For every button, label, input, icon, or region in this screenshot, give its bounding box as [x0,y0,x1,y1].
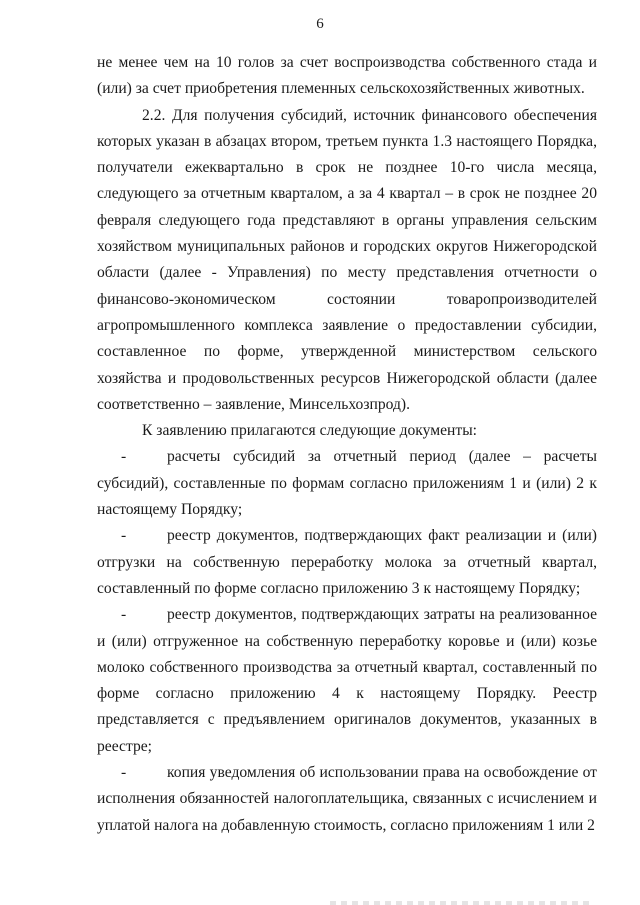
list-item [97,760,597,839]
list-bullet: - [121,606,127,624]
list-item-text: реестр документов, подтверждающих затраты на реализованное и (или) отгруженное на собственную переработку коровье и (или) козье молоко собственного производства за отчетный квартал, составленный по форме согласно приложению 4 к настоящему Порядку. Реестр представляется с предъявлением оригиналов документов, указанных в реестре; [97,606,597,755]
paragraph-section-2-2: 2.2. Для получения субсидий, источник финансового обеспечения которых указан в абзацах втором, третьем пункта 1.3 настоящего Порядка, получатели ежеквартально в срок не позднее 10-го числа месяца, следующего за отчетным кварталом, а за 4 квартал – в срок не позднее 20 февраля следующего года представляют в органы управления сельским хозяйством муниципальных районов и городских округов Нижегородской области (далее - Управления) по месту представления отчетности о финансово-экономическом состоянии товаропроизводителей агропромышленного комплекса заявление о предоставлении субсидии, составленное по форме, утвержденной министерством сельского хозяйства и продовольственных ресурсов Нижегородской области (далее соответственно – заявление, Минсельхозпрод). [97,106,597,413]
list-item-text: реестр документов, подтверждающих факт реализации и (или) отгрузки на собственную переработку молока за отчетный квартал, составленный по форме согласно приложению 3 к настоящему Порядку; [97,527,597,597]
scan-artifact [330,901,590,905]
list-item-text: копия уведомления об использовании права на освобождение от исполнения обязанностей налогоплательщика, связанных с исчислением и уплатой налога на добавленную стоимость, согласно приложениям 1 или 2 [97,764,597,834]
page-number: 6 [316,16,324,32]
list-item [97,523,597,602]
list-bullet: - [121,527,127,545]
paragraph-documents-intro: К заявлению прилагаются следующие документы: [142,422,478,440]
list-item [97,444,597,523]
list-item-text: расчеты субсидий за отчетный период (далее – расчеты субсидий), составленные по формам согласно приложениям 1 и (или) 2 к настоящему Порядку; [97,448,597,519]
list-bullet: - [121,448,127,466]
paragraph-continuation: не менее чем на 10 голов за счет воспроизводства собственного стада и (или) за счет приобретения племенных сельскохозяйственных животных. [97,54,597,98]
list-bullet: - [121,764,127,782]
list-item [97,602,597,760]
document-body [97,50,597,839]
